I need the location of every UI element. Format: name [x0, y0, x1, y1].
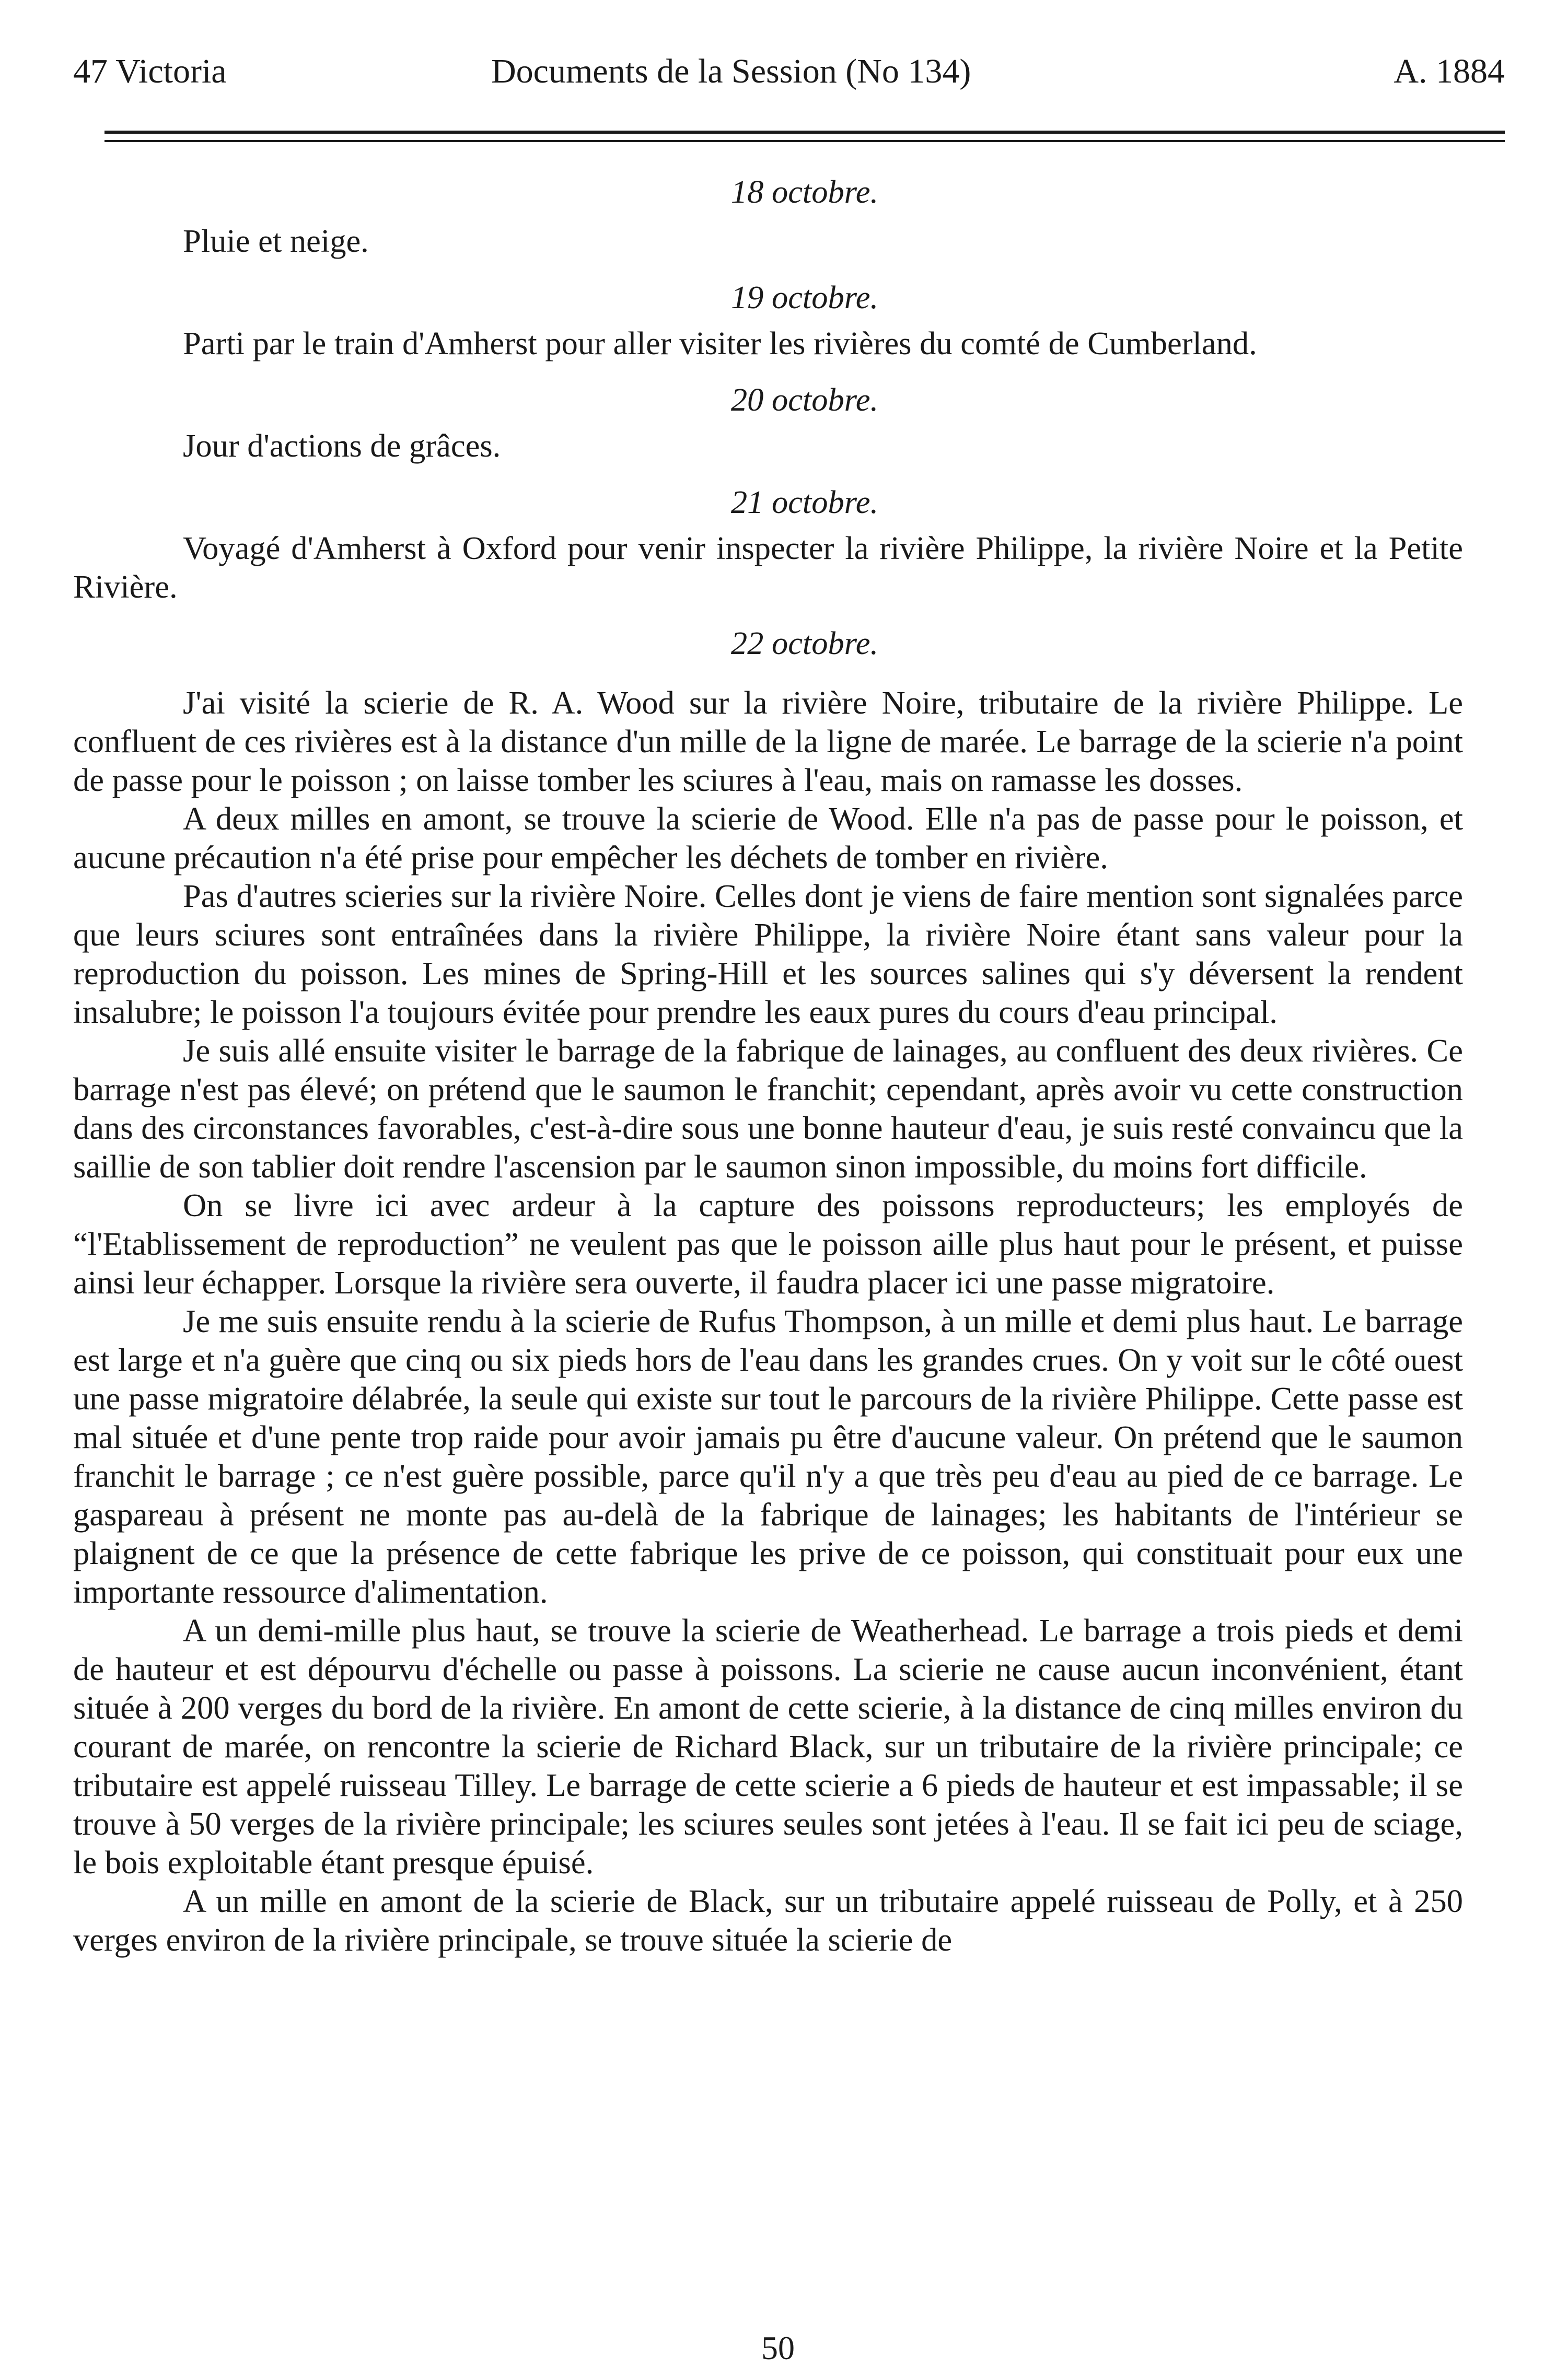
body-paragraph: Je me suis ensuite rendu à la scierie de Rufus Thompson, à un mille et demi plus haut. Le barrage est large et n'a guère que cinq ou six pieds hors de l'eau dans les grandes crues. On y voit sur le côté ouest une passe migratoire délabrée, la seule qui existe sur tout le parcours de la rivière Philippe. Cette passe est mal située et d'une pente trop raide pour avoir jamais pu être d'aucune valeur. On prétend que le saumon franchit le barrage ; ce n'est guère possible, parce qu'il n'y a que très peu d'eau au pied de ce barrage. Le gaspareau à présent ne monte pas au-delà de la fabrique de lainages; les habitants de l'intérieur se plaignent de ce que la présence de cette fabrique les prive de ce poisson, qui constituait pour eux une importante ressource d'alimentation.	[73, 1303, 1463, 1610]
header-rule-thick	[104, 131, 1505, 134]
running-head-right: A. 1884	[1394, 52, 1505, 90]
entry-date: 20 octobre.	[730, 381, 879, 418]
running-head-left: 47 Victoria	[73, 52, 227, 90]
body-paragraph: Pas d'autres scieries sur la rivière Noire. Celles dont je viens de faire mention sont signalées parce que leurs sciures sont entraînées dans la rivière Philippe, la rivière Noire étant sans valeur pour la reproduction du poisson. Les mines de Spring-Hill et les sources salines qui s'y déversent la rendent insalubre; le poisson l'a toujours évitée pour prendre les eaux pures du cours d'eau principal.	[73, 878, 1463, 1030]
header-rule-thin	[104, 140, 1505, 142]
body-paragraph: A un demi-mille plus haut, se trouve la scierie de Weatherhead. Le barrage a trois pieds et demi de hauteur et est dépourvu d'échelle ou passe à poissons. La scierie ne cause aucun inconvénient, étant située à 200 verges du bord de la rivière. En amont de cette scierie, à la distance de cinq milles environ du courant de marée, on rencontre la scierie de Richard Black, sur un tributaire de la rivière principale; ce tributaire est appelé ruisseau Tilley. Le barrage de cette scierie a 6 pieds de hauteur et est impassable; il se trouve à 50 verges de la rivière principale; les sciures seules sont jetées à l'eau. Il se fait ici peu de sciage, le bois exploitable étant presque épuisé.	[73, 1612, 1463, 1881]
entry-text: Pluie et neige.	[183, 223, 369, 259]
body-paragraph: Je suis allé ensuite visiter le barrage de la fabrique de lainages, au confluent des deux rivières. Ce barrage n'est pas élevé; on prétend que le saumon le franchit; cependant, après avoir vu cette construction dans des circonstances favorables, c'est-à-dire sous une bonne hauteur d'eau, je suis resté convaincu que la saillie de son tablier doit rendre l'ascension par le saumon sinon impossible, du moins fort difficile.	[73, 1032, 1463, 1185]
body-paragraph: On se livre ici avec ardeur à la capture des poissons reproducteurs; les employés de “l'Etablissement de reproduction” ne veulent pas que le poisson aille plus haut pour le présent, et puisse ainsi leur échapper. Lorsque la rivière sera ouverte, il faudra placer ici une passe migratoire.	[73, 1187, 1463, 1301]
entry-text: Voyagé d'Amherst à Oxford pour venir inspecter la rivière Philippe, la rivière Noire et la Petite Rivière.	[73, 530, 1463, 605]
entry-date: 19 octobre.	[730, 279, 879, 316]
body-text	[73, 172, 1463, 1959]
body-paragraph: A deux milles en amont, se trouve la scierie de Wood. Elle n'a pas de passe pour le poisson, et aucune précaution n'a été prise pour empêcher les déchets de tomber en rivière.	[73, 800, 1463, 876]
entry-date: 22 octobre.	[730, 625, 879, 661]
running-head-title: Documents de la Session (No 134)	[491, 52, 971, 90]
entry-text: Parti par le train d'Amherst pour aller visiter les rivières du comté de Cumberland.	[183, 325, 1257, 361]
body-paragraph: J'ai visité la scierie de R. A. Wood sur la rivière Noire, tributaire de la rivière Philippe. Le confluent de ces rivières est à la distance d'un mille de la ligne de marée. Le barrage de la scierie n'a point de passe pour le poisson ; on laisse tomber les sciures à l'eau, mais on ramasse les dosses.	[73, 684, 1463, 798]
running-head	[73, 48, 1505, 95]
body-paragraph: A un mille en amont de la scierie de Black, sur un tributaire appelé ruisseau de Polly, et à 250 verges environ de la rivière principale, se trouve située la scierie de	[73, 1883, 1463, 1958]
entry-date: 18 octobre.	[730, 173, 879, 210]
entry-text: Jour d'actions de grâces.	[183, 427, 501, 464]
entry-date: 21 octobre.	[730, 484, 879, 520]
page-number: 50	[761, 2329, 795, 2366]
